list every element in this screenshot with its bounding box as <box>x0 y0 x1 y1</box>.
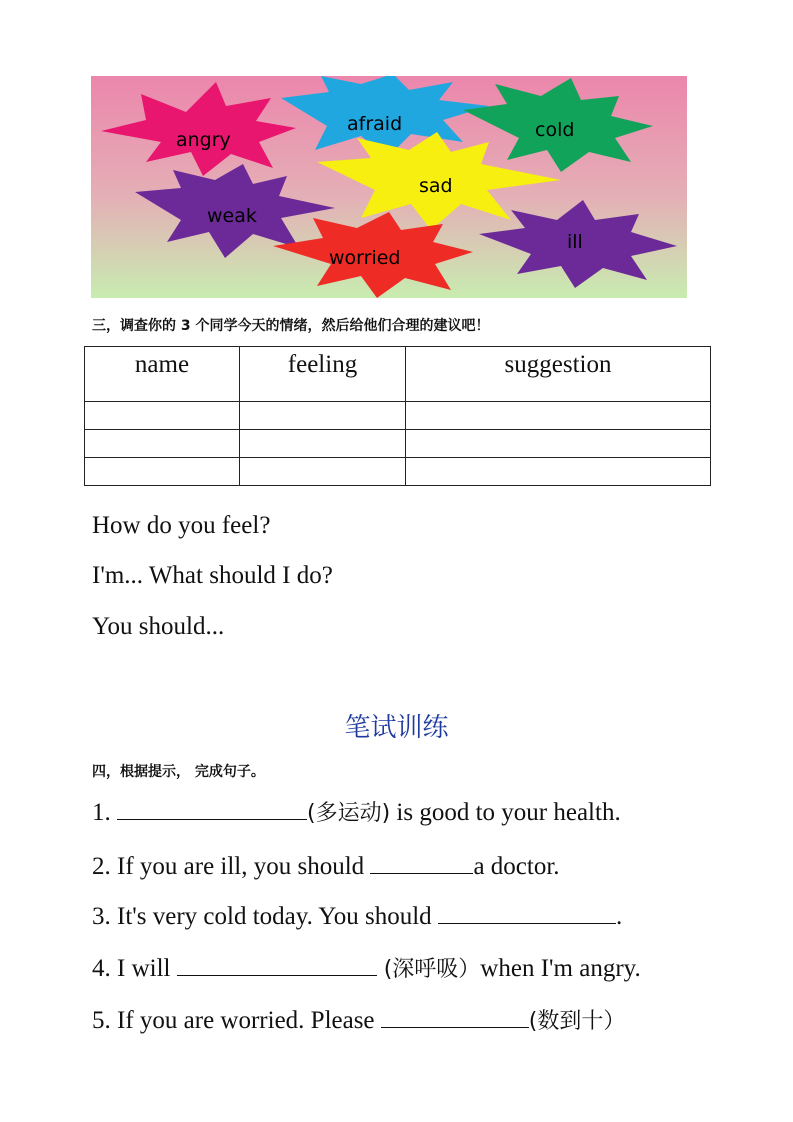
exercise-3 <box>92 901 622 931</box>
exercise-1-hint: (多运动) <box>307 801 391 826</box>
section-4-heading: 四，根据提示， 完成句子。 <box>92 764 265 780</box>
written-practice-title: 笔试训练 <box>344 713 449 743</box>
dialog-line-3: You should... <box>92 613 225 640</box>
label-worried: worried <box>329 247 401 269</box>
exercise-5-hint: (数到十） <box>528 1009 626 1034</box>
section-3-heading: 三，调查你的 3 个同学今天的情绪，然后给他们合理的建议吧！ <box>92 318 490 334</box>
label-weak: weak <box>207 205 257 227</box>
cell-name[interactable] <box>85 458 240 486</box>
dialog-line-1: How do you feel? <box>92 512 271 539</box>
exercise-1 <box>92 796 621 827</box>
table-row <box>85 458 711 486</box>
exercise-2-suffix: a doctor. <box>473 853 560 880</box>
exercise-5-blank[interactable] <box>381 1005 529 1028</box>
exercise-5 <box>92 1004 625 1035</box>
exercise-3-blank[interactable] <box>438 901 616 924</box>
exercise-1-prefix: 1. <box>92 799 117 826</box>
exercise-2-blank[interactable] <box>370 851 473 874</box>
table-row <box>85 402 711 430</box>
exercise-2 <box>92 851 560 881</box>
exercise-5-prefix: 5. If you are worried. Please <box>92 1007 381 1034</box>
label-ill: ill <box>567 231 583 253</box>
header-suggestion: suggestion <box>406 347 711 402</box>
exercise-4-prefix: 4. I will <box>92 955 177 982</box>
exercise-3-prefix: 3. It's very cold today. You should <box>92 903 438 930</box>
exercise-1-blank[interactable] <box>117 797 307 820</box>
dialog-line-2: I'm... What should I do? <box>92 562 333 589</box>
header-feeling: feeling <box>240 347 406 402</box>
cell-feeling[interactable] <box>240 430 406 458</box>
emotion-banner-graphic <box>91 76 687 298</box>
exercise-4-blank[interactable] <box>177 953 377 976</box>
survey-table <box>84 346 711 486</box>
cell-feeling[interactable] <box>240 458 406 486</box>
table-header-row <box>85 347 711 402</box>
header-name: name <box>85 347 240 402</box>
exercise-4-suffix: when I'm angry. <box>480 955 641 982</box>
cell-suggestion[interactable] <box>406 402 711 430</box>
label-angry: angry <box>176 129 231 151</box>
exercise-4 <box>92 952 641 983</box>
exercise-3-suffix: . <box>615 903 623 930</box>
cell-suggestion[interactable] <box>406 430 711 458</box>
cell-suggestion[interactable] <box>406 458 711 486</box>
emotion-banner <box>91 76 687 298</box>
exercise-4-hint: (深呼吸） <box>376 957 481 982</box>
cell-name[interactable] <box>85 430 240 458</box>
cell-feeling[interactable] <box>240 402 406 430</box>
exercise-1-suffix: is good to your health. <box>390 799 621 826</box>
label-afraid: afraid <box>347 113 403 135</box>
cell-name[interactable] <box>85 402 240 430</box>
table-row <box>85 430 711 458</box>
exercise-2-prefix: 2. If you are ill, you should <box>92 853 371 880</box>
label-cold: cold <box>535 119 575 141</box>
label-sad: sad <box>419 175 453 197</box>
